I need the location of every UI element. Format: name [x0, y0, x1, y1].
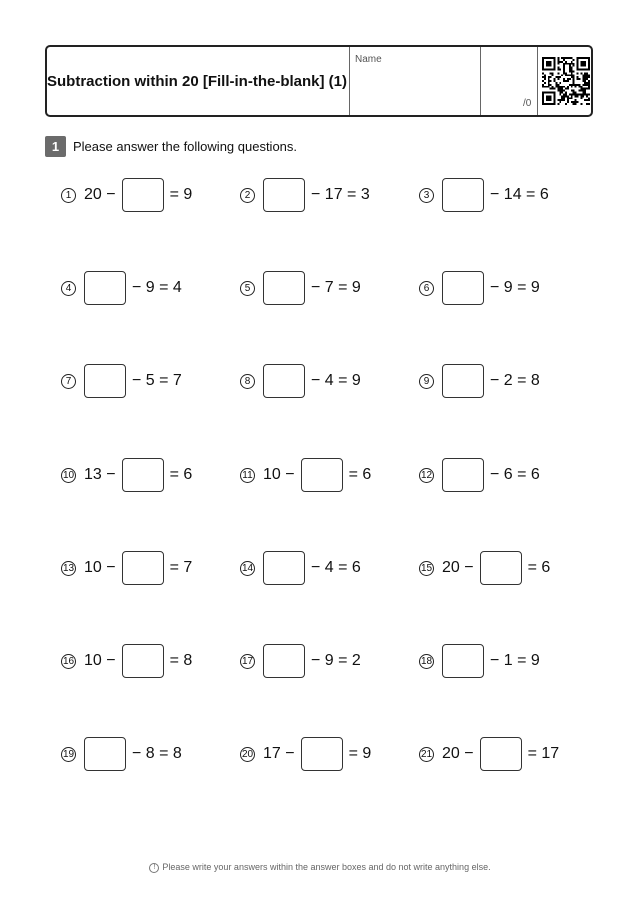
- problem-text-after: − 4 = 6: [311, 559, 361, 576]
- problem-item: [419, 643, 540, 679]
- problem-text-after: − 8 = 8: [132, 745, 182, 762]
- header-divider: [349, 47, 350, 115]
- answer-box[interactable]: [480, 551, 522, 585]
- problem-number: 20: [241, 748, 254, 760]
- problem-number: 13: [62, 562, 75, 574]
- answer-box[interactable]: [84, 271, 126, 305]
- problem-number: 19: [62, 748, 75, 760]
- worksheet-header: [45, 45, 593, 117]
- problem-item: [61, 270, 182, 306]
- answer-box[interactable]: [442, 644, 484, 678]
- problem-number: 11: [240, 468, 255, 483]
- answer-box[interactable]: [442, 271, 484, 305]
- problem-item: [240, 736, 371, 772]
- answer-box[interactable]: [263, 551, 305, 585]
- problem-number: 16: [62, 655, 75, 667]
- problem-text-after: = 9: [169, 186, 193, 203]
- worksheet-title: Subtraction within 20 [Fill-in-the-blank] (1): [47, 72, 347, 90]
- answer-box[interactable]: [442, 364, 484, 398]
- problem-text-after: = 17: [527, 745, 560, 762]
- problem-item: [61, 457, 192, 493]
- problem-text-after: − 2 = 8: [490, 372, 540, 389]
- problem-text-after: − 6 = 6: [490, 466, 540, 483]
- name-label: Name: [355, 54, 382, 65]
- problem-number: 4: [61, 281, 76, 296]
- answer-box[interactable]: [84, 364, 126, 398]
- problem-number: 5: [240, 281, 255, 296]
- problem-text-after: − 5 = 7: [132, 372, 182, 389]
- answer-box[interactable]: [263, 364, 305, 398]
- problem-text-after: − 17 = 3: [311, 186, 370, 203]
- problem-number: 9: [419, 374, 434, 389]
- problem-item: [419, 550, 550, 586]
- problem-item: [61, 736, 182, 772]
- problem-item: [419, 363, 540, 399]
- problem-number: 1: [61, 188, 76, 203]
- problem-text-after: − 1 = 9: [490, 652, 540, 669]
- problem-number: 3: [419, 188, 434, 203]
- qr-code-icon: [542, 57, 590, 105]
- problem-item: [240, 363, 361, 399]
- section-number: 1: [45, 136, 66, 157]
- problem-text-after: = 6: [169, 466, 193, 483]
- section-instruction: Please answer the following questions.: [73, 139, 298, 154]
- problem-text-before: 10 −: [263, 466, 295, 483]
- problem-item: [61, 363, 182, 399]
- problem-text-before: 10 −: [84, 559, 116, 576]
- answer-box[interactable]: [263, 271, 305, 305]
- problem-text-after: = 6: [527, 559, 551, 576]
- problem-item: [240, 177, 370, 213]
- answer-box[interactable]: [122, 644, 164, 678]
- answer-box[interactable]: [122, 551, 164, 585]
- score-label: /0: [523, 98, 532, 109]
- answer-box[interactable]: [122, 178, 164, 212]
- problem-text-after: = 9: [348, 745, 372, 762]
- problem-text-before: 17 −: [263, 745, 295, 762]
- problem-text-after: = 6: [348, 466, 372, 483]
- problem-number: 12: [420, 469, 433, 481]
- answer-box[interactable]: [84, 737, 126, 771]
- info-icon: !: [149, 863, 159, 873]
- problem-text-after: − 9 = 9: [490, 279, 540, 296]
- problem-text-after: − 14 = 6: [490, 186, 549, 203]
- answer-box[interactable]: [301, 737, 343, 771]
- problem-item: [419, 270, 540, 306]
- problem-text-before: 20 −: [442, 559, 474, 576]
- problem-text-after: = 8: [169, 652, 193, 669]
- answer-box[interactable]: [480, 737, 522, 771]
- problem-text-after: − 4 = 9: [311, 372, 361, 389]
- footer-text: Please write your answers within the answer boxes and do not write anything else.: [162, 862, 491, 872]
- section-heading: [45, 136, 297, 157]
- problem-text-after: − 7 = 9: [311, 279, 361, 296]
- problem-text-after: − 9 = 2: [311, 652, 361, 669]
- problem-item: [61, 643, 192, 679]
- answer-box[interactable]: [442, 178, 484, 212]
- header-divider: [537, 47, 538, 115]
- problem-item: [61, 177, 192, 213]
- problem-number: 18: [420, 655, 433, 667]
- problem-number: 6: [419, 281, 434, 296]
- problem-text-before: 10 −: [84, 652, 116, 669]
- problem-item: [240, 550, 361, 586]
- problem-number: 7: [61, 374, 76, 389]
- problem-number: 8: [240, 374, 255, 389]
- answer-box[interactable]: [301, 458, 343, 492]
- problem-item: [419, 736, 559, 772]
- header-divider: [480, 47, 481, 115]
- answer-box[interactable]: [263, 178, 305, 212]
- problem-text-after: − 9 = 4: [132, 279, 182, 296]
- problem-item: [61, 550, 192, 586]
- problem-number: 21: [420, 748, 433, 760]
- problem-number: 2: [240, 188, 255, 203]
- answer-box[interactable]: [263, 644, 305, 678]
- problem-number: 15: [420, 562, 433, 574]
- problem-number: 17: [241, 655, 254, 667]
- problem-text-after: = 7: [169, 559, 193, 576]
- problem-item: [240, 643, 361, 679]
- problem-text-before: 20 −: [442, 745, 474, 762]
- problem-text-before: 20 −: [84, 186, 116, 203]
- footer-note: [0, 862, 640, 873]
- problem-item: [240, 457, 371, 493]
- problem-item: [419, 177, 549, 213]
- problem-text-before: 13 −: [84, 466, 116, 483]
- problem-item: [419, 457, 540, 493]
- problem-item: [240, 270, 361, 306]
- answer-box[interactable]: [442, 458, 484, 492]
- problem-number: 14: [241, 562, 254, 574]
- problem-number: 10: [62, 469, 75, 481]
- answer-box[interactable]: [122, 458, 164, 492]
